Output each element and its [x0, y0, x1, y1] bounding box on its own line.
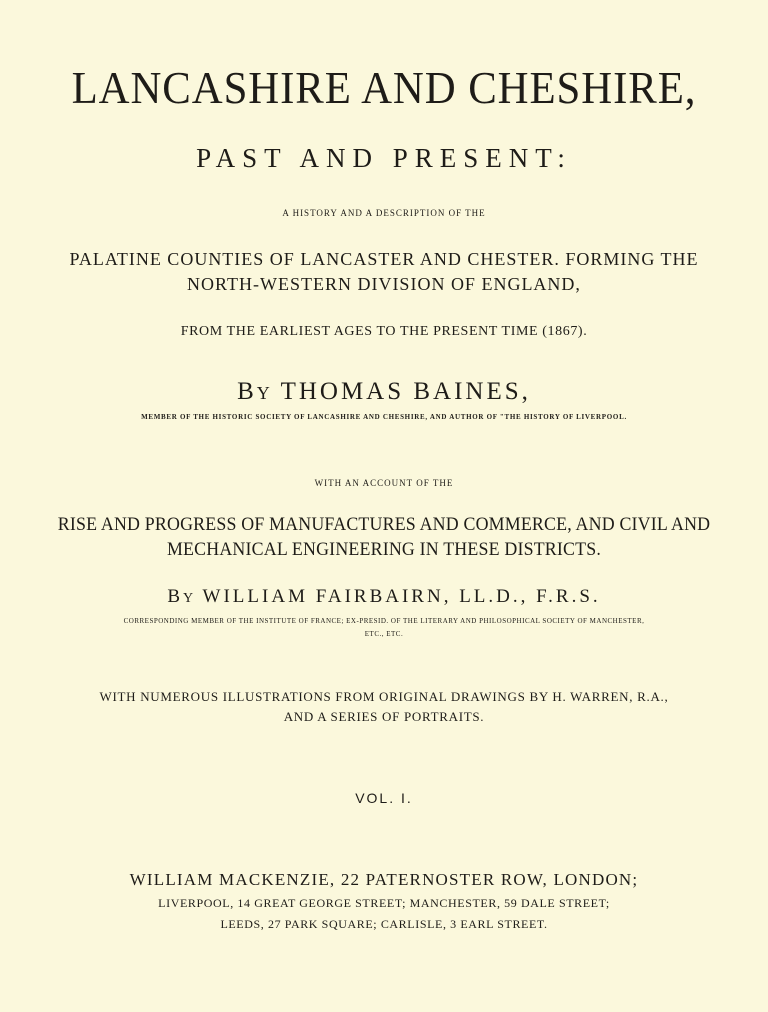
credentials-line: CORRESPONDING MEMBER OF THE INSTITUTE OF FRANCE; EX-PRESID. OF THE LITERARY AND PHILOSOPHICAL SOCIETY OF MANCHESTER,: [123, 617, 645, 625]
book-subtitle: PAST AND PRESENT:: [196, 143, 572, 173]
by-rest: Y: [183, 591, 196, 606]
account-line: RISE AND PROGRESS OF MANUFACTURES AND COMMERCE, AND CIVIL AND: [57, 514, 711, 535]
volume-number: VOL. I.: [355, 790, 413, 806]
description-dates: FROM THE EARLIEST AGES TO THE PRESENT TIME (1867).: [180, 324, 588, 339]
credentials-line: ETC., ETC.: [364, 630, 404, 638]
illustrations-line: AND A SERIES OF PORTRAITS.: [283, 709, 485, 724]
coauthor-byline: [0, 584, 768, 612]
by-rest: Y: [256, 383, 272, 403]
illustrations-line: WITH NUMEROUS ILLUSTRATIONS FROM ORIGINAL DRAWINGS BY H. WARREN, R.A.,: [99, 689, 669, 704]
author-name: THOMAS BAINES,: [280, 378, 531, 405]
description-intro: A HISTORY AND A DESCRIPTION OF THE: [282, 208, 486, 218]
book-title: LANCASHIRE AND CHESHIRE,: [71, 62, 697, 113]
by-initial: B: [237, 378, 257, 405]
account-intro: WITH AN ACCOUNT OF THE: [314, 478, 454, 488]
description-line: PALATINE COUNTIES OF LANCASTER AND CHESTER. FORMING THE: [69, 249, 699, 269]
account-line: MECHANICAL ENGINEERING IN THESE DISTRICTS.: [166, 539, 602, 560]
publisher-addresses: [0, 893, 768, 935]
description-block: [0, 247, 768, 297]
author-byline: [0, 377, 768, 408]
publisher-line: WILLIAM MACKENZIE, 22 PATERNOSTER ROW, LONDON;: [129, 870, 639, 889]
by-initial: B: [167, 586, 183, 607]
illustrations-note: [0, 687, 768, 727]
account-block: [23, 512, 745, 562]
coauthor-credentials: [0, 615, 768, 641]
address-line: LIVERPOOL, 14 GREAT GEORGE STREET; MANCHESTER, 59 DALE STREET;: [158, 896, 610, 910]
author-credentials: MEMBER OF THE HISTORIC SOCIETY OF LANCASHIRE AND CHESHIRE, AND AUTHOR OF "THE HISTORY OF LIVERPOOL.: [141, 413, 627, 421]
coauthor-name: WILLIAM FAIRBAIRN, LL.D., F.R.S.: [202, 586, 601, 607]
description-line: NORTH-WESTERN DIVISION OF ENGLAND,: [187, 274, 581, 294]
address-line: LEEDS, 27 PARK SQUARE; CARLISLE, 3 EARL STREET.: [220, 917, 548, 931]
